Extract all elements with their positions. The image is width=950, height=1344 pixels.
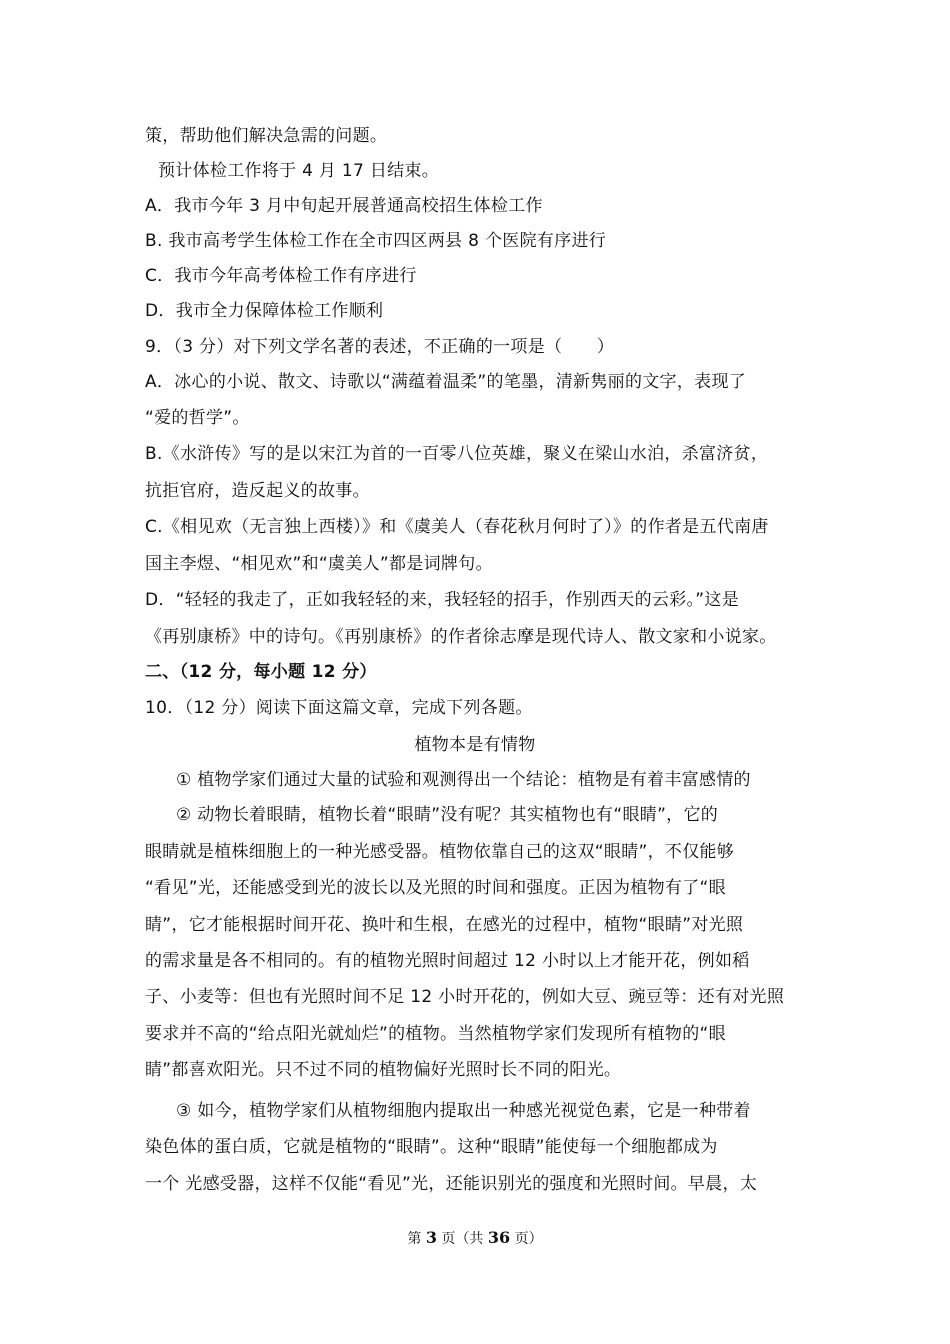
footer-suffix: 页） bbox=[510, 1231, 543, 1247]
paragraph-line: 一个 光感受器，这样不仅能“看见”光，还能识别光的强度和光照时间。早晨，太 bbox=[145, 1174, 758, 1194]
option-a: A．我市今年 3 月中旬起开展普通高校招生体检工作 bbox=[145, 196, 543, 216]
text-line: 策，帮助他们解决急需的问题。 bbox=[145, 126, 388, 146]
paragraph-line: ② 动物长着眼睛，植物长着“眼睛”没有呢？其实植物也有“眼睛”，它的 bbox=[176, 805, 719, 825]
paragraph-line: 睛”，它才能根据时间开花、换叶和生根，在感光的过程中，植物“眼睛”对光照 bbox=[145, 915, 744, 935]
text-line: “爱的哲学”。 bbox=[145, 408, 250, 428]
paragraph-line: 子、小麦等：但也有光照时间不足 12 小时开花的，例如大豆、豌豆等：还有对光照 bbox=[145, 987, 785, 1007]
option-a: A．冰心的小说、散文、诗歌以“满蕴着温柔”的笔墨，清新隽丽的文字，表现了 bbox=[145, 372, 747, 392]
question-10: 10．（12 分）阅读下面这篇文章，完成下列各题。 bbox=[145, 698, 533, 718]
question-9: 9．（3 分）对下列文学名著的表述，不正确的一项是（ ） bbox=[145, 337, 615, 357]
paragraph-line: 睛”都喜欢阳光。只不过不同的植物偏好光照时长不同的阳光。 bbox=[145, 1060, 622, 1080]
paragraph-line: 的需求量是各不相同的。有的植物光照时间超过 12 小时以上才能开花，例如稻 bbox=[145, 951, 750, 971]
option-c: C.《相见欢（无言独上西楼）》和《虞美人（春花秋月何时了）》的作者是五代南唐 bbox=[145, 517, 769, 537]
paragraph-line: 要求并不高的“给点阳光就灿烂”的植物。当然植物学家们发现所有植物的“眼 bbox=[145, 1024, 726, 1044]
footer-middle: 页（共 bbox=[436, 1231, 488, 1247]
current-page-number: 3 bbox=[425, 1228, 437, 1247]
paragraph-line: 眼睛就是植株细胞上的一种光感受器。植物依靠自己的这双“眼睛”，不仅能够 bbox=[145, 842, 735, 862]
paragraph-line: “看见”光，还能感受到光的波长以及光照的时间和强度。正因为植物有了“眼 bbox=[145, 878, 726, 898]
text-line: 抗拒官府，造反起义的故事。 bbox=[145, 481, 370, 501]
text-line: 国主李煜、“相见欢”和“虞美人”都是词牌句。 bbox=[145, 554, 493, 574]
paragraph-line: 染色体的蛋白质，它就是植物的“眼睛”。这种“眼睛”能使每一个细胞都成为 bbox=[145, 1137, 718, 1157]
paragraph-line: ③ 如今，植物学家们从植物细胞内提取出一种感光视觉色素，它是一种带着 bbox=[176, 1101, 751, 1121]
section-heading: 二、（12 分，每小题 12 分） bbox=[145, 662, 377, 682]
page-footer bbox=[0, 1228, 950, 1248]
total-page-number: 36 bbox=[487, 1228, 511, 1247]
option-b: B. 我市高考学生体检工作在全市四区两县 8 个医院有序进行 bbox=[145, 231, 607, 251]
option-d: D．我市全力保障体检工作顺利 bbox=[145, 301, 384, 321]
footer-prefix: 第 bbox=[407, 1231, 426, 1247]
article-title: 植物本是有情物 bbox=[414, 735, 536, 755]
option-c: C．我市今年高考体检工作有序进行 bbox=[145, 266, 417, 286]
option-d: D．“轻轻的我走了，正如我轻轻的来，我轻轻的招手，作别西天的云彩。”这是 bbox=[145, 590, 740, 610]
option-b: B.《水浒传》写的是以宋江为首的一百零八位英雄，聚义在梁山水泊，杀富济贫， bbox=[145, 444, 769, 464]
paragraph-line: ① 植物学家们通过大量的试验和观测得出一个结论：植物是有着丰富感情的 bbox=[176, 770, 751, 790]
text-line: 预计体检工作将于 4 月 17 日结束。 bbox=[158, 161, 440, 181]
text-line: 《再别康桥》中的诗句。《再别康桥》的作者徐志摩是现代诗人、散文家和小说家。 bbox=[145, 627, 777, 647]
